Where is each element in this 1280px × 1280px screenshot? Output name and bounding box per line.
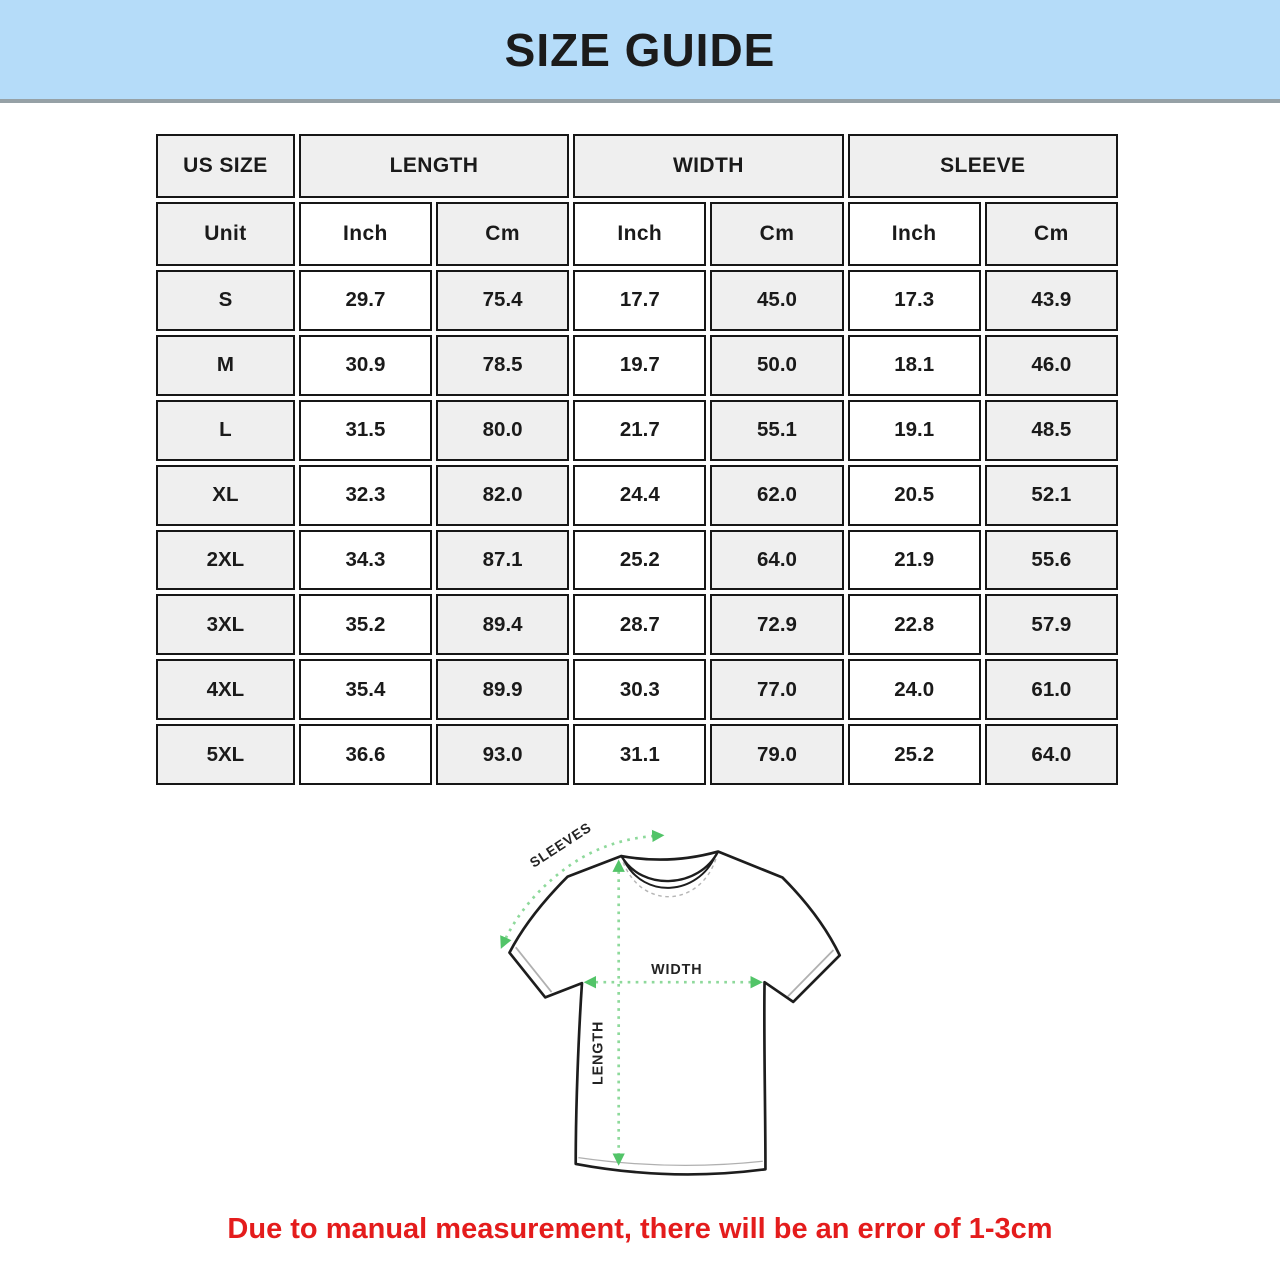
value-cell: 82.0 — [436, 465, 569, 526]
value-cell: 35.4 — [299, 659, 432, 720]
col-header-width: WIDTH — [573, 134, 843, 198]
value-cell: 19.1 — [848, 400, 981, 461]
value-cell: 48.5 — [985, 400, 1118, 461]
value-cell: 93.0 — [436, 724, 569, 785]
value-cell: 55.1 — [710, 400, 843, 461]
table-row — [156, 270, 1118, 331]
value-cell: 34.3 — [299, 530, 432, 591]
value-cell: 30.3 — [573, 659, 706, 720]
unit-cell: Inch — [848, 202, 981, 266]
col-header-sleeve: SLEEVE — [848, 134, 1118, 198]
width-label: WIDTH — [651, 962, 703, 979]
header-banner — [0, 0, 1280, 103]
value-cell: 52.1 — [985, 465, 1118, 526]
table-unit-row — [156, 202, 1118, 266]
table-group-header-row — [156, 134, 1118, 198]
measurement-note: Due to manual measurement, there will be an error of 1-3cm — [227, 1213, 1053, 1245]
unit-cell: Cm — [436, 202, 569, 266]
value-cell: 36.6 — [299, 724, 432, 785]
value-cell: 43.9 — [985, 270, 1118, 331]
size-cell: M — [156, 335, 295, 396]
value-cell: 77.0 — [710, 659, 843, 720]
size-cell: L — [156, 400, 295, 461]
value-cell: 21.7 — [573, 400, 706, 461]
table-row — [156, 465, 1118, 526]
value-cell: 30.9 — [299, 335, 432, 396]
value-cell: 57.9 — [985, 594, 1118, 655]
table-row — [156, 659, 1118, 720]
unit-cell: Cm — [710, 202, 843, 266]
size-table — [152, 130, 1122, 789]
size-cell: 3XL — [156, 594, 295, 655]
value-cell: 89.4 — [436, 594, 569, 655]
unit-cell: Cm — [985, 202, 1118, 266]
tshirt-outline — [509, 852, 839, 1175]
size-cell: XL — [156, 465, 295, 526]
table-row — [156, 594, 1118, 655]
value-cell: 62.0 — [710, 465, 843, 526]
value-cell: 64.0 — [985, 724, 1118, 785]
value-cell: 72.9 — [710, 594, 843, 655]
value-cell: 50.0 — [710, 335, 843, 396]
value-cell: 24.0 — [848, 659, 981, 720]
value-cell: 87.1 — [436, 530, 569, 591]
table-row — [156, 530, 1118, 591]
size-table-grid — [152, 130, 1122, 789]
size-cell: 2XL — [156, 530, 295, 591]
value-cell: 25.2 — [848, 724, 981, 785]
unit-cell: Inch — [299, 202, 432, 266]
col-header-us-size: US SIZE — [156, 134, 295, 198]
value-cell: 46.0 — [985, 335, 1118, 396]
length-label: LENGTH — [590, 1020, 607, 1086]
size-cell: 5XL — [156, 724, 295, 785]
value-cell: 79.0 — [710, 724, 843, 785]
value-cell: 29.7 — [299, 270, 432, 331]
value-cell: 32.3 — [299, 465, 432, 526]
value-cell: 45.0 — [710, 270, 843, 331]
tshirt-diagram — [488, 812, 846, 1190]
unit-cell: Inch — [573, 202, 706, 266]
size-cell: S — [156, 270, 295, 331]
value-cell: 24.4 — [573, 465, 706, 526]
value-cell: 89.9 — [436, 659, 569, 720]
value-cell: 55.6 — [985, 530, 1118, 591]
value-cell: 20.5 — [848, 465, 981, 526]
value-cell: 75.4 — [436, 270, 569, 331]
value-cell: 21.9 — [848, 530, 981, 591]
value-cell: 22.8 — [848, 594, 981, 655]
value-cell: 17.7 — [573, 270, 706, 331]
value-cell: 18.1 — [848, 335, 981, 396]
value-cell: 31.1 — [573, 724, 706, 785]
table-row — [156, 724, 1118, 785]
table-row — [156, 400, 1118, 461]
value-cell: 61.0 — [985, 659, 1118, 720]
value-cell: 19.7 — [573, 335, 706, 396]
value-cell: 80.0 — [436, 400, 569, 461]
page-title: SIZE GUIDE — [504, 23, 776, 76]
table-row — [156, 335, 1118, 396]
value-cell: 35.2 — [299, 594, 432, 655]
value-cell: 64.0 — [710, 530, 843, 591]
value-cell: 31.5 — [299, 400, 432, 461]
value-cell: 78.5 — [436, 335, 569, 396]
col-header-length: LENGTH — [299, 134, 569, 198]
unit-cell: Unit — [156, 202, 295, 266]
value-cell: 17.3 — [848, 270, 981, 331]
sleeves-label: SLEEVES — [526, 818, 595, 871]
value-cell: 25.2 — [573, 530, 706, 591]
size-cell: 4XL — [156, 659, 295, 720]
value-cell: 28.7 — [573, 594, 706, 655]
